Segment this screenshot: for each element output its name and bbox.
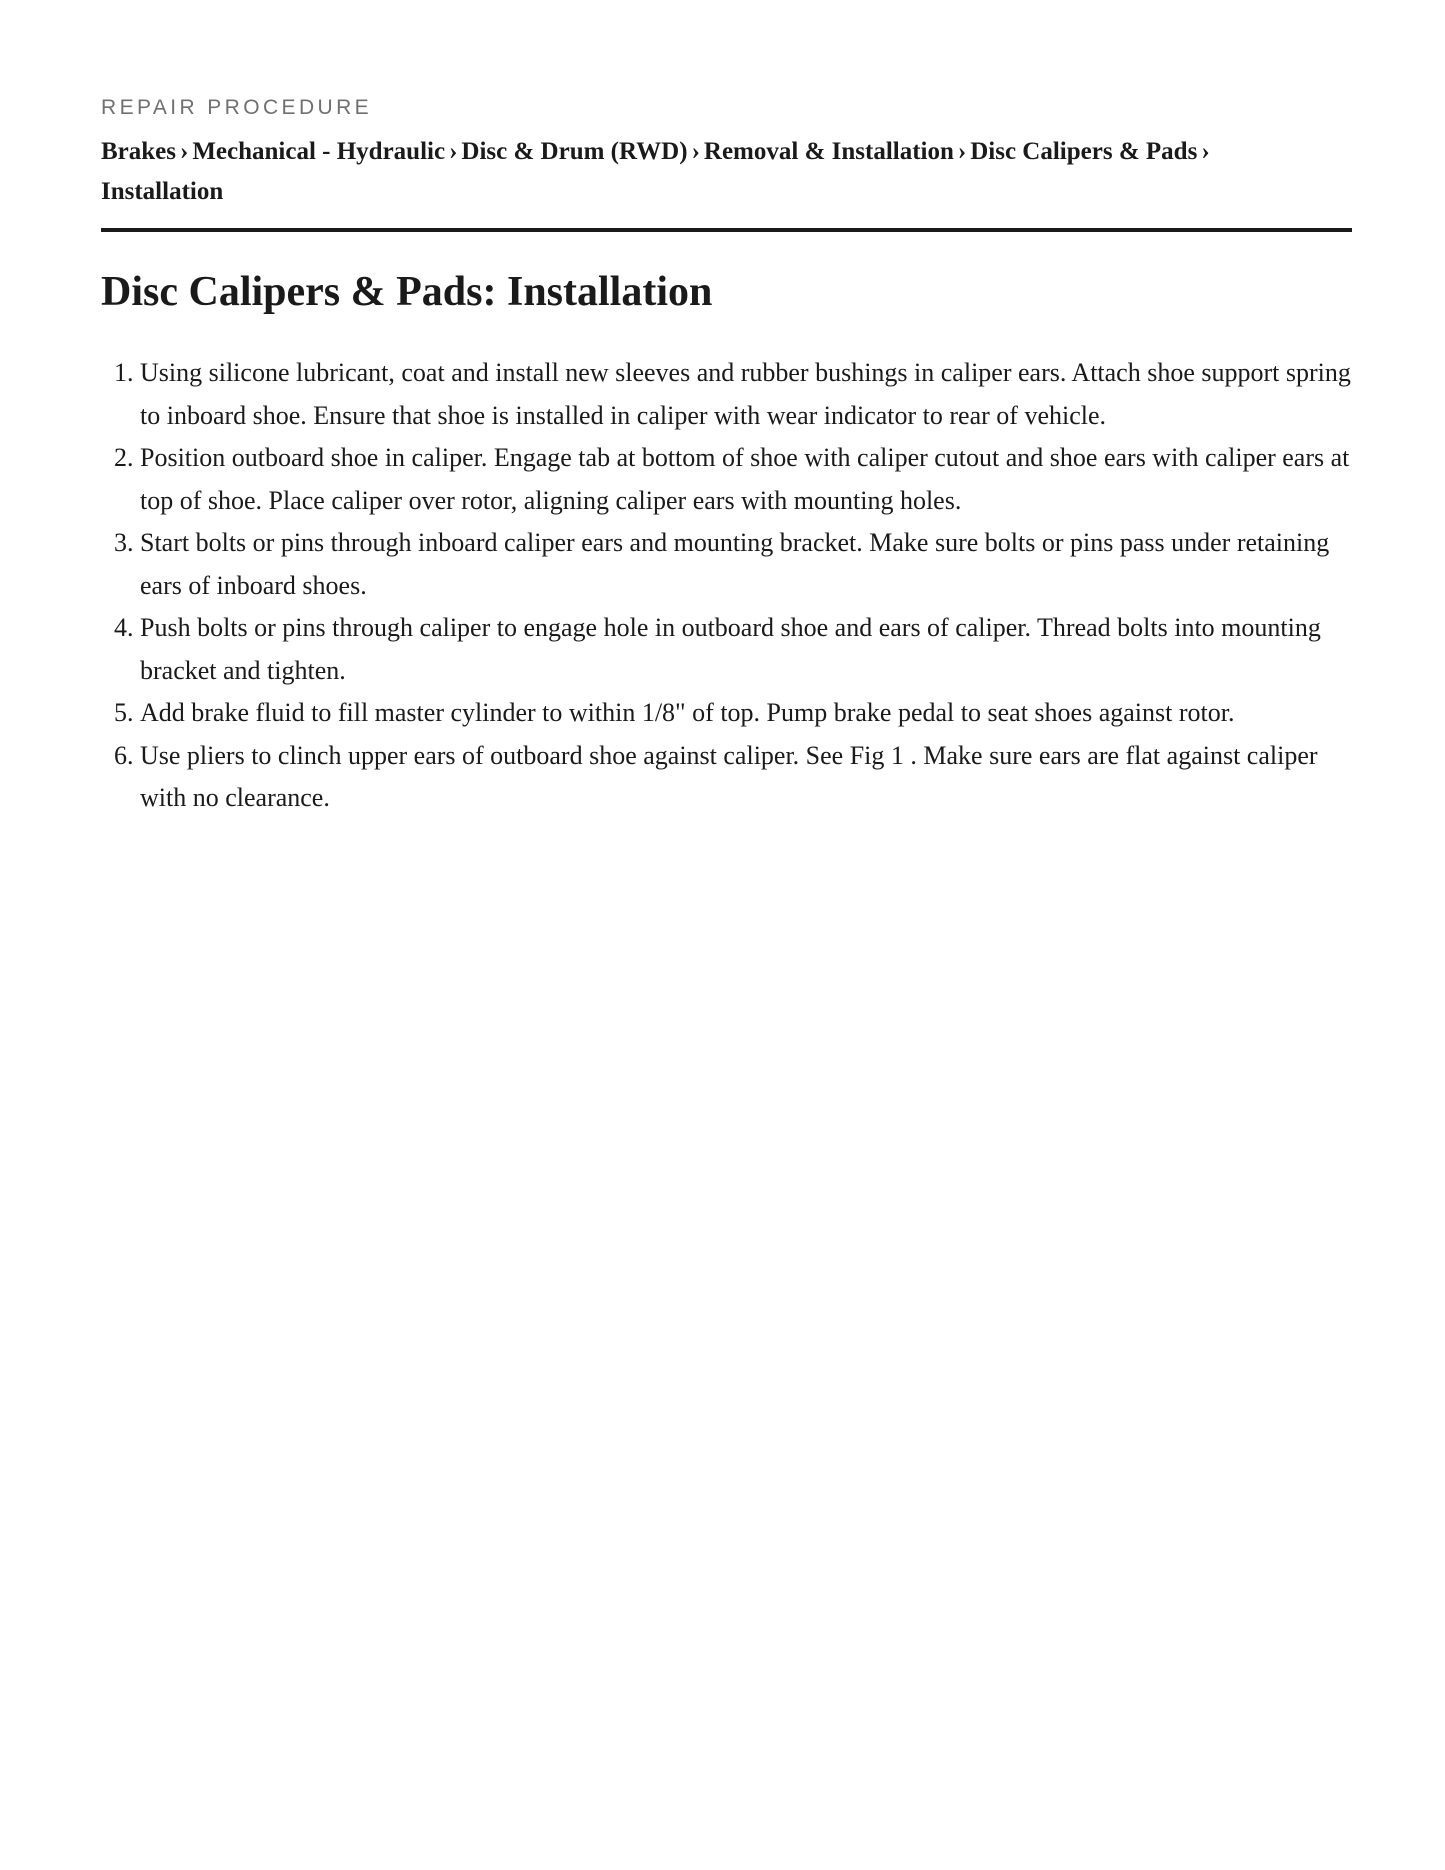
breadcrumb-separator: › [180, 138, 189, 165]
breadcrumb [101, 132, 1352, 212]
breadcrumb-item: Disc & Drum (RWD) [461, 138, 688, 165]
breadcrumb-item: Brakes [101, 138, 176, 165]
breadcrumb-item: Disc Calipers & Pads [970, 138, 1198, 165]
procedure-steps [101, 352, 1352, 820]
page-title: Disc Calipers & Pads: Installation [101, 269, 713, 315]
breadcrumb-separator: › [449, 138, 458, 165]
breadcrumb-item: Mechanical - Hydraulic [192, 138, 446, 165]
procedure-step: 2. Position outboard shoe in caliper. Engage tab at bottom of shoe with caliper cutout and shoe ears with caliper ears at top of shoe. Place caliper over rotor, aligning caliper ears with mounting holes. [140, 437, 1352, 522]
procedure-step: 3. Start bolts or pins through inboard caliper ears and mounting bracket. Make sure bolts or pins pass under retaining ears of inboard shoes. [140, 522, 1352, 607]
procedure-step: 6. Use pliers to clinch upper ears of outboard shoe against caliper. See Fig 1 . Make sure ears are flat against caliper with no clearance. [140, 735, 1352, 820]
procedure-step: 5. Add brake fluid to fill master cylinder to within 1/8" of top. Pump brake pedal to seat shoes against rotor. [140, 692, 1352, 735]
breadcrumb-separator: › [957, 138, 967, 165]
breadcrumb-separator: › [691, 138, 700, 165]
breadcrumb-item-current: Installation [101, 178, 224, 205]
document-page [101, 0, 1352, 820]
header-divider [101, 228, 1352, 232]
procedure-step: 4. Push bolts or pins through caliper to engage hole in outboard shoe and ears of caliper. Thread bolts into mounting bracket and tighten. [140, 607, 1352, 692]
procedure-step: 1. Using silicone lubricant, coat and install new sleeves and rubber bushings in caliper ears. Attach shoe support spring to inboard shoe. Ensure that shoe is installed in caliper with wear indicator to rear of vehicle. [140, 352, 1352, 437]
section-kicker: REPAIR PROCEDURE [101, 96, 373, 119]
breadcrumb-item: Removal & Installation [703, 138, 954, 165]
breadcrumb-separator: › [1201, 138, 1210, 165]
